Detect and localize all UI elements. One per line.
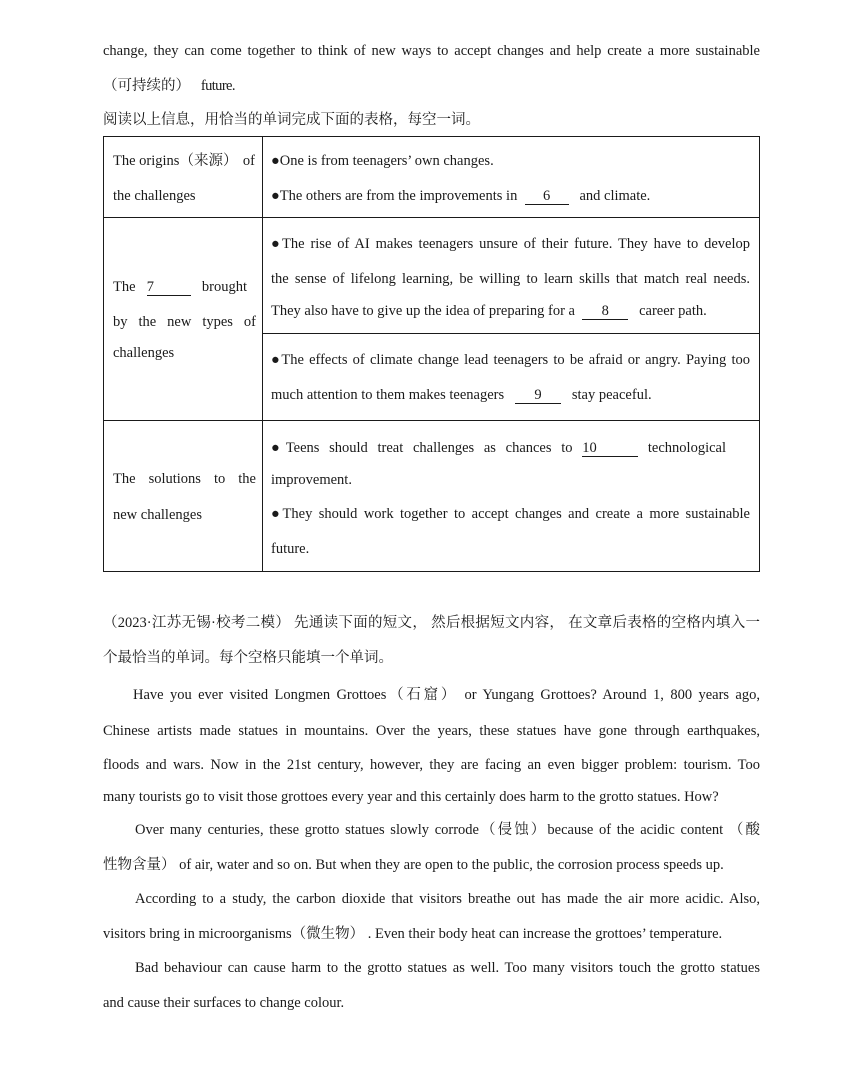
blank-9: 9	[515, 387, 561, 404]
solutions-line-1-post: technological	[647, 440, 727, 456]
p2-line-2: 性物含量） of air, water and so on. But when they are open to the public, the corrosion process speeds up.	[103, 857, 724, 873]
content-cell-origins	[263, 137, 760, 218]
instruction: 阅读以上信息，用恰当的单词完成下面的表格，每空一词。	[103, 112, 480, 128]
label-cell-origins	[104, 137, 263, 218]
challenges-label-brought: brought	[201, 279, 247, 295]
origins-label-c: the challenges	[113, 188, 196, 204]
section2-header-b: 然后根据短文内容，	[431, 615, 565, 631]
blank-7: 7	[147, 279, 191, 296]
intro-line-1: change, they can come together to think of new ways to accept changes and help create a more sustainable	[103, 43, 760, 59]
challenges-label-the: The	[113, 279, 136, 295]
label-cell-solutions	[104, 421, 263, 572]
section2-source: （2023·江苏无锡·校考二模）	[103, 615, 291, 631]
climate-line-2-text: much attention to them makes teenagers	[271, 387, 505, 403]
p3-line-2: visitors bring in microorganisms（微生物） . Even their body heat can increase the grottoes’ temperature.	[103, 926, 723, 942]
climate-line-2-post: stay peaceful.	[571, 387, 652, 403]
intro-line-2	[103, 76, 235, 96]
challenges-label-b: by the new types of	[113, 314, 256, 330]
p2-line-1: Over many centuries, these grotto statues slowly corrode（侵蚀）because of the acidic content （酸	[135, 822, 760, 838]
challenges-label-a	[113, 277, 247, 297]
solutions-line-4: future.	[271, 541, 310, 557]
origins-label-a: The origins（来源）	[113, 153, 238, 169]
table-row-challenges	[104, 218, 760, 334]
climate-line-1: ●The effects of climate change lead teenagers to be afraid or angry. Paying too	[271, 352, 750, 368]
answer-table	[103, 136, 760, 572]
solutions-line-2: improvement.	[271, 472, 352, 488]
ai-line-1: ●The rise of AI makes teenagers unsure of their future. They have to develop	[271, 236, 750, 252]
p1-line-2: Chinese artists made statues in mountains. Over the years, these statues have gone through earthquakes,	[103, 723, 760, 739]
intro-future: future.	[200, 78, 235, 94]
solutions-line-1-text: ●Teens should treat challenges as chances to	[271, 440, 573, 456]
origins-bullet-2	[271, 186, 650, 206]
content-cell-ai	[263, 218, 760, 334]
content-cell-solutions	[263, 421, 760, 572]
solutions-label-b: new challenges	[113, 507, 202, 523]
solutions-label-a: The solutions to the	[113, 471, 256, 487]
content-cell-climate	[263, 334, 760, 421]
blank-6: 6	[525, 188, 569, 205]
blank-8: 8	[582, 303, 628, 320]
origins-label-b: of	[242, 153, 255, 169]
p1-line-4: many tourists go to visit those grottoes every year and this certainly does harm to the grotto statues. How?	[103, 789, 719, 805]
solutions-line-1	[271, 438, 726, 458]
origins-bullet-1: ●One is from teenagers’ own changes.	[271, 153, 494, 169]
table-row-solutions	[104, 421, 760, 572]
climate-line-2	[271, 385, 652, 405]
intro-gloss: （可持续的）	[103, 78, 190, 94]
ai-line-3-text: They also have to give up the idea of preparing for a	[271, 303, 575, 319]
table-row-origins	[104, 137, 760, 218]
solutions-line-3: ●They should work together to accept changes and create a more sustainable	[271, 506, 750, 522]
ai-line-2: the sense of lifelong learning, be willing to learn skills that match real needs.	[271, 271, 750, 287]
p4-line-1: Bad behaviour can cause harm to the grotto statues as well. Too many visitors touch the grotto statues	[135, 960, 760, 976]
section2-header-c: 在文章后表格的空格内填入一	[568, 615, 761, 631]
p1-line-1: Have you ever visited Longmen Grottoes（石窟） or Yungang Grottoes? Around 1, 800 years ago,	[133, 687, 760, 703]
origins-bullet-2-post: and climate.	[579, 188, 651, 204]
p1-line-3: floods and wars. Now in the 21st century, however, they are facing an even bigger problem: tourism. Too	[103, 757, 760, 773]
section2-header-a: 先通读下面的短文，	[294, 615, 428, 631]
p3-line-1: According to a study, the carbon dioxide that visitors breathe out has made the air more acidic. Also,	[135, 891, 760, 907]
p4-line-2: and cause their surfaces to change colour.	[103, 995, 345, 1011]
ai-line-3-post: career path.	[639, 303, 707, 319]
label-cell-challenges	[104, 218, 263, 421]
challenges-label-c: challenges	[113, 345, 175, 361]
section2-header-line-2: 个最恰当的单词。每个空格只能填一个单词。	[103, 650, 393, 666]
blank-10: 10	[582, 440, 638, 457]
section2-header-line-1	[103, 613, 760, 633]
ai-line-3	[271, 301, 707, 321]
origins-bullet-2-text: ●The others are from the improvements in	[271, 188, 518, 204]
